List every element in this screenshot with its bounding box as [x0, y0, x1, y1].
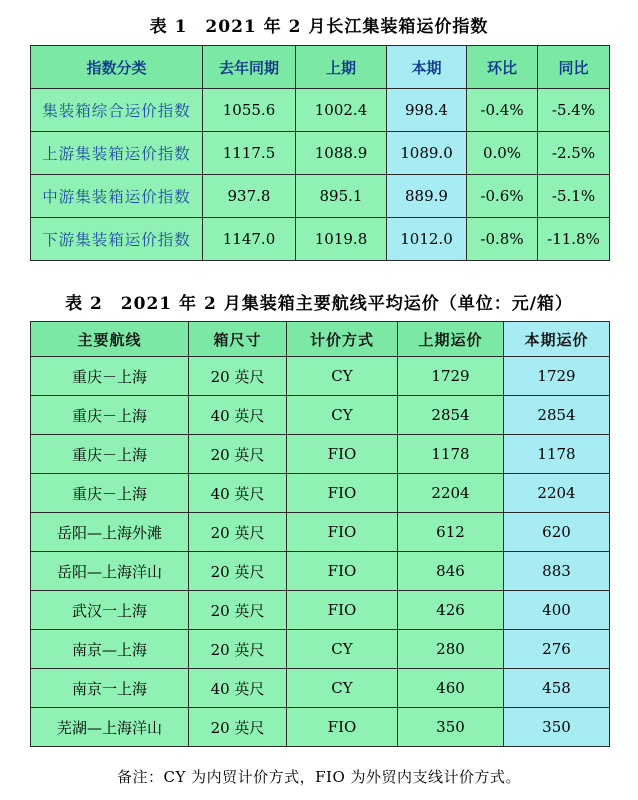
table2-title: 表 2 2021 年 2 月集装箱主要航线平均运价（单位：元/箱）: [65, 294, 573, 314]
cell-route: 重庆－上海: [31, 396, 189, 435]
cell-last-year: 1117.5: [203, 132, 296, 175]
cell-route: 岳阳—上海洋山: [31, 552, 189, 591]
cell-current-price: 883: [504, 552, 610, 591]
cell-route: 南京一上海: [31, 669, 189, 708]
header-pricing-method: 计价方式: [287, 322, 398, 357]
cell-current: 1089.0: [387, 132, 467, 175]
cell-mom: 0.0%: [467, 132, 538, 175]
cell-route: 重庆－上海: [31, 435, 189, 474]
cell-previous-price: 350: [398, 708, 504, 747]
cell-previous: 895.1: [296, 175, 387, 218]
cell-previous-price: 460: [398, 669, 504, 708]
table-row: [31, 708, 610, 747]
cell-previous-price: 846: [398, 552, 504, 591]
header-route: 主要航线: [31, 322, 189, 357]
cell-mom: -0.4%: [467, 89, 538, 132]
cell-mom: -0.6%: [467, 175, 538, 218]
index-name: 上游集装箱运价指数: [31, 132, 203, 175]
cell-box-size: 40 英尺: [189, 669, 287, 708]
table1-title: 表 1 2021 年 2 月长江集装箱运价指数: [149, 17, 489, 37]
table-row: [31, 552, 610, 591]
table-header-row: [31, 322, 610, 357]
table-row: [31, 89, 610, 132]
cell-last-year: 1147.0: [203, 218, 296, 261]
cell-pricing-method: FIO: [287, 591, 398, 630]
cell-previous-price: 2204: [398, 474, 504, 513]
cell-yoy: -11.8%: [538, 218, 610, 261]
cell-box-size: 20 英尺: [189, 513, 287, 552]
table-header-row: [31, 46, 610, 89]
cell-route: 武汉一上海: [31, 591, 189, 630]
route-freight-table: [30, 321, 610, 747]
price-index-table: [30, 45, 610, 261]
table-row: [31, 630, 610, 669]
cell-current-price: 350: [504, 708, 610, 747]
cell-last-year: 1055.6: [203, 89, 296, 132]
cell-route: 岳阳—上海外滩: [31, 513, 189, 552]
cell-previous-price: 280: [398, 630, 504, 669]
table-row: [31, 357, 610, 396]
cell-yoy: -2.5%: [538, 132, 610, 175]
cell-current-price: 276: [504, 630, 610, 669]
cell-current-price: 2854: [504, 396, 610, 435]
cell-pricing-method: CY: [287, 630, 398, 669]
cell-box-size: 40 英尺: [189, 474, 287, 513]
index-name: 下游集装箱运价指数: [31, 218, 203, 261]
cell-current-price: 400: [504, 591, 610, 630]
header-previous: 上期: [296, 46, 387, 89]
index-name: 中游集装箱运价指数: [31, 175, 203, 218]
table-row: [31, 218, 610, 261]
cell-pricing-method: FIO: [287, 708, 398, 747]
cell-mom: -0.8%: [467, 218, 538, 261]
table-row: [31, 513, 610, 552]
cell-box-size: 20 英尺: [189, 591, 287, 630]
index-name: 集装箱综合运价指数: [31, 89, 203, 132]
cell-current-price: 1729: [504, 357, 610, 396]
cell-pricing-method: CY: [287, 357, 398, 396]
cell-pricing-method: FIO: [287, 435, 398, 474]
cell-pricing-method: FIO: [287, 552, 398, 591]
table-row: [31, 591, 610, 630]
table-row: [31, 435, 610, 474]
table-row: [31, 175, 610, 218]
header-current-price: 本期运价: [504, 322, 610, 357]
header-yoy: 同比: [538, 46, 610, 89]
header-current: 本期: [387, 46, 467, 89]
cell-previous: 1002.4: [296, 89, 387, 132]
cell-route: 重庆－上海: [31, 357, 189, 396]
cell-last-year: 937.8: [203, 175, 296, 218]
cell-previous-price: 2854: [398, 396, 504, 435]
cell-route: 南京—上海: [31, 630, 189, 669]
cell-previous-price: 612: [398, 513, 504, 552]
cell-box-size: 20 英尺: [189, 630, 287, 669]
cell-previous-price: 1729: [398, 357, 504, 396]
cell-previous-price: 1178: [398, 435, 504, 474]
cell-box-size: 20 英尺: [189, 357, 287, 396]
cell-current: 889.9: [387, 175, 467, 218]
cell-current-price: 2204: [504, 474, 610, 513]
header-last-year: 去年同期: [203, 46, 296, 89]
cell-route: 芜湖—上海洋山: [31, 708, 189, 747]
header-previous-price: 上期运价: [398, 322, 504, 357]
cell-pricing-method: CY: [287, 396, 398, 435]
cell-current-price: 458: [504, 669, 610, 708]
footnote: 备注：CY 为内贸计价方式，FIO 为外贸内支线计价方式。: [116, 768, 522, 786]
cell-box-size: 40 英尺: [189, 396, 287, 435]
cell-yoy: -5.4%: [538, 89, 610, 132]
cell-previous: 1019.8: [296, 218, 387, 261]
cell-pricing-method: FIO: [287, 474, 398, 513]
cell-box-size: 20 英尺: [189, 435, 287, 474]
table-row: [31, 474, 610, 513]
cell-box-size: 20 英尺: [189, 708, 287, 747]
cell-current: 998.4: [387, 89, 467, 132]
header-box-size: 箱尺寸: [189, 322, 287, 357]
cell-pricing-method: CY: [287, 669, 398, 708]
table-row: [31, 669, 610, 708]
cell-yoy: -5.1%: [538, 175, 610, 218]
cell-route: 重庆－上海: [31, 474, 189, 513]
table-row: [31, 396, 610, 435]
cell-box-size: 20 英尺: [189, 552, 287, 591]
cell-previous: 1088.9: [296, 132, 387, 175]
cell-current-price: 1178: [504, 435, 610, 474]
cell-current-price: 620: [504, 513, 610, 552]
cell-previous-price: 426: [398, 591, 504, 630]
header-mom: 环比: [467, 46, 538, 89]
table-row: [31, 132, 610, 175]
cell-current: 1012.0: [387, 218, 467, 261]
header-category: 指数分类: [31, 46, 203, 89]
cell-pricing-method: FIO: [287, 513, 398, 552]
